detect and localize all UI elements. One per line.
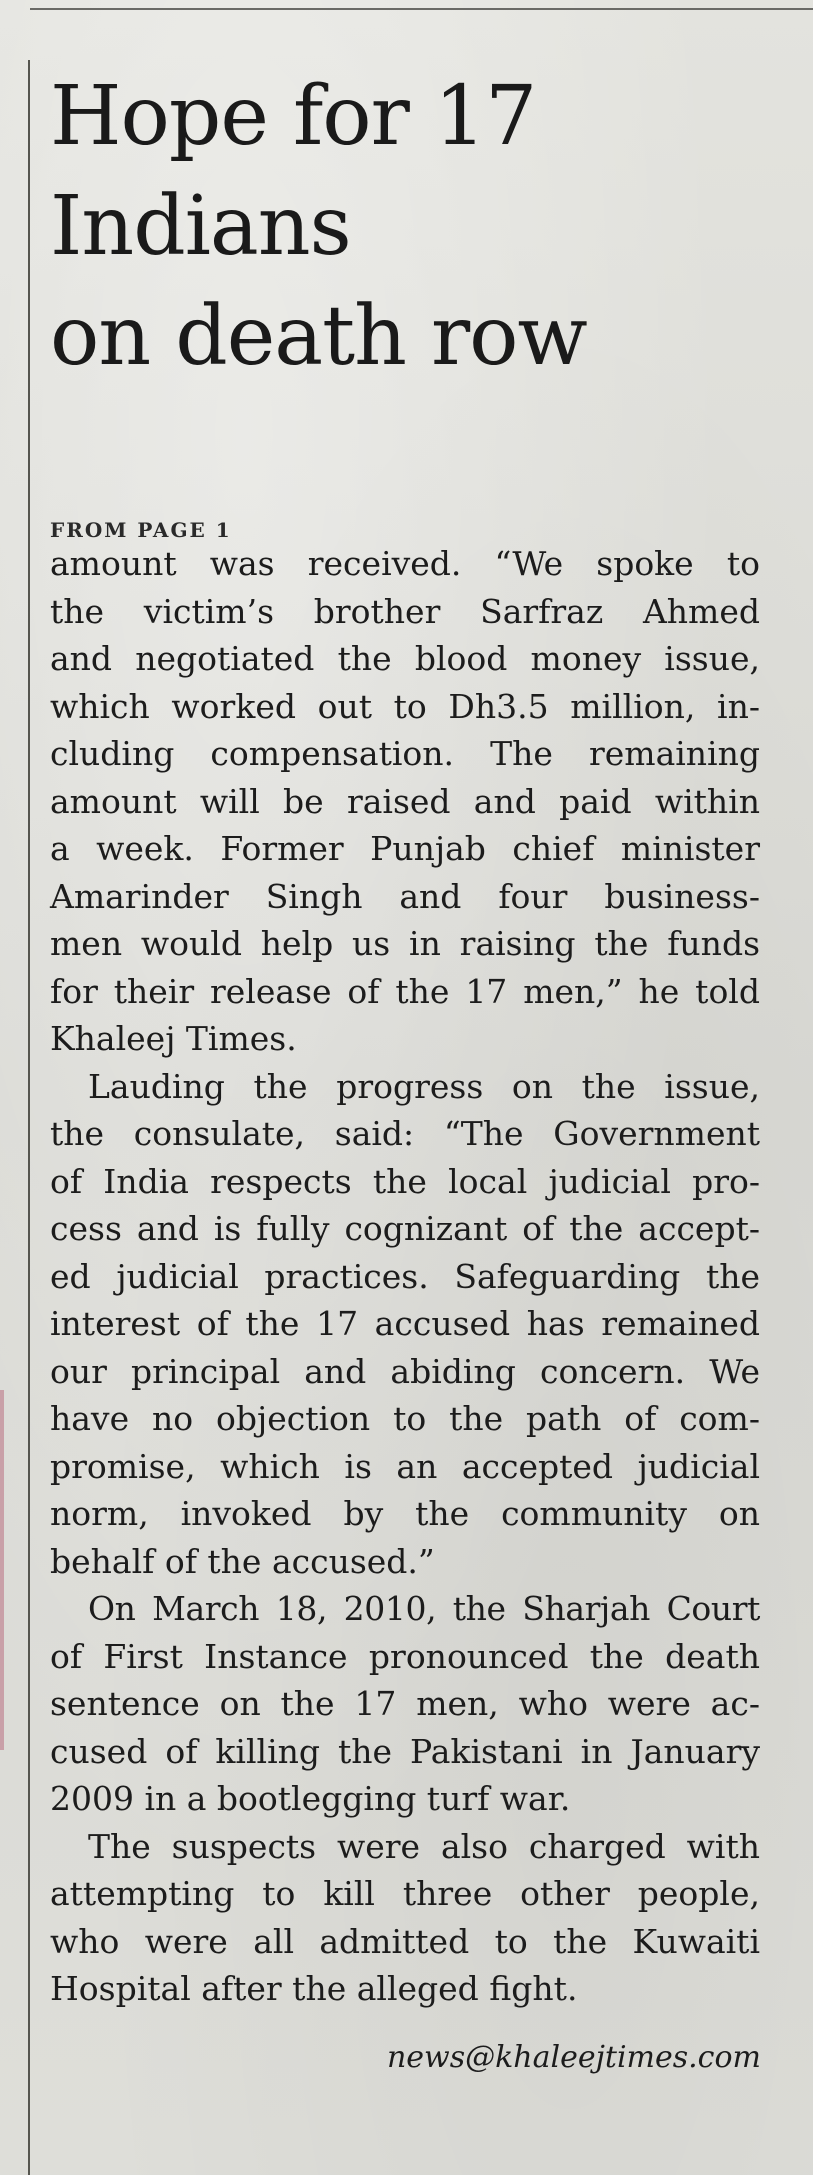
text-line: ed judicial practices. Safeguarding the <box>50 1256 760 1296</box>
paragraph <box>50 540 760 1063</box>
text-line: interest of the 17 accused has remained <box>50 1304 760 1343</box>
text-line: cess and is fully cognizant of the accept- <box>50 1209 760 1248</box>
headline-line: on death row <box>50 289 587 384</box>
author-email: news@khaleejtimes.com <box>386 2040 761 2075</box>
text-line: On March 18, 2010, the Sharjah Court <box>88 1589 760 1628</box>
article-body <box>50 540 760 2013</box>
text-line: Amarinder Singh and four business- <box>50 876 760 916</box>
headline <box>50 62 770 392</box>
paragraph <box>50 1823 760 2013</box>
text-line: 2009 in a bootlegging turf war. <box>50 1779 571 1818</box>
text-line: the victim’s brother Sarfraz Ahmed <box>50 591 760 631</box>
headline-line: Indians <box>50 179 351 274</box>
text-line: cused of killing the Pakistani in January <box>50 1731 760 1771</box>
text-line: Lauding the progress on the issue, <box>88 1066 760 1106</box>
text-line: behalf of the accused.” <box>50 1541 435 1581</box>
text-line: have no objection to the path of com- <box>50 1399 760 1438</box>
text-line: sentence on the 17 men, who were ac- <box>50 1684 760 1723</box>
text-line: amount will be raised and paid within <box>50 781 760 821</box>
headline-line: Hope for 17 <box>50 69 537 164</box>
jump-kicker: FROM PAGE 1 <box>50 518 232 542</box>
column-rule <box>28 60 30 2175</box>
top-rule <box>30 8 813 10</box>
text-line: promise, which is an accepted judicial <box>50 1446 760 1486</box>
text-line: our principal and abiding concern. We <box>50 1351 760 1391</box>
text-line: Hospital after the alleged fight. <box>50 1969 578 2008</box>
text-line: which worked out to Dh3.5 million, in- <box>50 686 760 726</box>
text-line: for their release of the 17 men,” he told <box>50 971 760 1011</box>
text-line: attempting to kill three other people, <box>50 1874 760 1913</box>
text-line: the consulate, said: “The Government <box>50 1114 760 1153</box>
text-line: of India respects the local judicial pro- <box>50 1161 760 1201</box>
paragraph <box>50 1585 760 1823</box>
text-line: a week. Former Punjab chief minister <box>50 829 760 868</box>
text-line: and negotiated the blood money issue, <box>50 639 760 678</box>
page-edge <box>0 1390 4 1750</box>
text-line: men would help us in raising the funds <box>50 924 760 963</box>
text-line: cluding compensation. The remaining <box>50 734 760 773</box>
text-line: The suspects were also charged with <box>88 1826 760 1866</box>
text-line: norm, invoked by the community on <box>50 1494 760 1533</box>
text-line: who were all admitted to the Kuwaiti <box>50 1921 760 1961</box>
text-line: amount was received. “We spoke to <box>50 544 760 583</box>
text-line: Khaleej Times. <box>50 1019 297 1058</box>
text-line: of First Instance pronounced the death <box>50 1636 760 1676</box>
paragraph <box>50 1063 760 1586</box>
